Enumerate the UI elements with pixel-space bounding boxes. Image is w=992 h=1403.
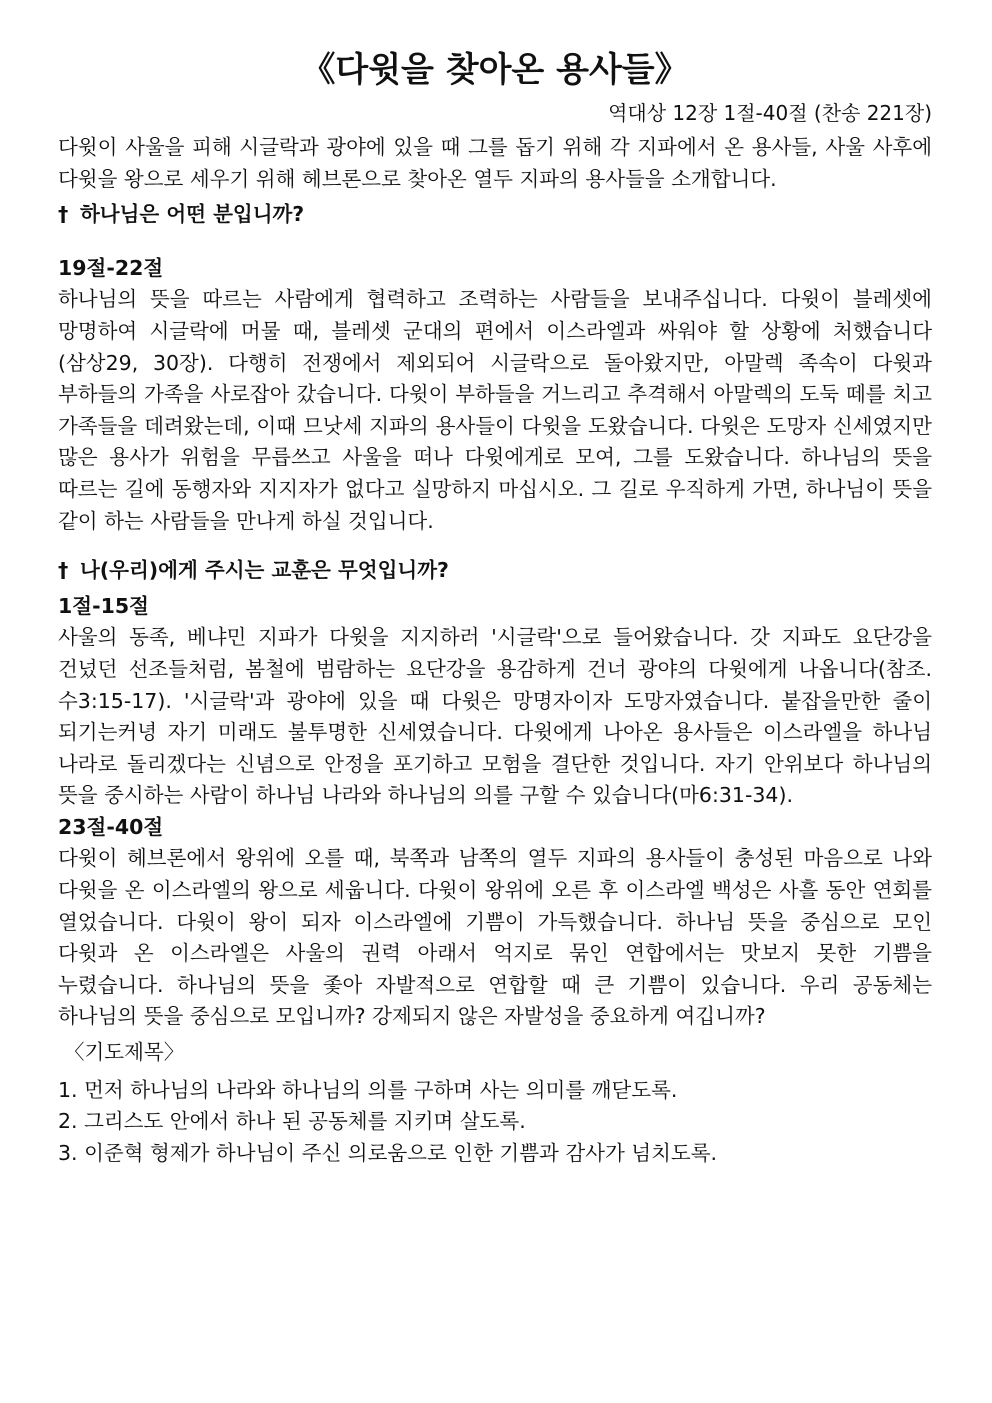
- verse-range-1-15: 1절-15절: [58, 593, 149, 618]
- section-heading-lesson: [58, 555, 932, 587]
- prayer-title: 〈기도제목〉: [64, 1040, 185, 1065]
- cross-icon: †: [58, 202, 69, 227]
- prayer-item: 1. 먼저 하나님의 나라와 하나님의 의를 구하며 사는 의미를 깨닫도록.: [58, 1077, 678, 1102]
- document-page: [58, 46, 932, 1169]
- section-paragraph-19-22: 하나님의 뜻을 따르는 사람에게 협력하고 조력하는 사람들을 보내주십니다. 다윗이 블레셋에 망명하여 시글락에 머물 때, 블레셋 군대의 편에서 이스라엘과 싸워야 할 상황에 처했습니다(삼상29, 30장). 다행히 전쟁에서 제외되어 시글락으로 돌아왔지만, 아말렉 족속이 다윗과 부하들의 가족을 사로잡아 갔습니다. 다윗이 부하들을 거느리고 추격해서 아말렉의 도둑 떼를 치고 가족들을 데려왔는데, 이때 므낫세 지파의 용사들이 다윗을 도왔습니다. 다윗은 도망자 신세였지만 많은 용사가 위험을 무릅쓰고 사울을 떠나 다윗에게로 모여, 그를 도왔습니다. 하나님의 뜻을 따르는 길에 동행자와 지지자가 없다고 실망하지 마십시오. 그 길로 우직하게 가면, 하나님이 뜻을 같이 하는 사람들을 만나게 하실 것입니다.: [58, 287, 932, 533]
- document-title: 《다윗을 찾아온 용사들》: [301, 50, 689, 90]
- verse-range-23-40: 23절-40절: [58, 814, 164, 839]
- prayer-item: 3. 이준혁 형제가 하나님이 주신 의로움으로 인한 기쁨과 감사가 넘치도록.: [58, 1140, 718, 1165]
- section-heading-text: 나(우리)에게 주시는 교훈은 무엇입니까?: [80, 558, 449, 583]
- cross-icon: †: [58, 558, 69, 583]
- section-heading-text: 하나님은 어떤 분입니까?: [80, 202, 305, 227]
- section-paragraph-23-40: 다윗이 헤브론에서 왕위에 오를 때, 북쪽과 남쪽의 열두 지파의 용사들이 충성된 마음으로 나와 다윗을 온 이스라엘의 왕으로 세웁니다. 다윗이 왕위에 오른 후 이스라엘 백성은 사흘 동안 연회를 열었습니다. 다윗이 왕이 되자 이스라엘에 기쁨이 가득했습니다. 하나님 뜻을 중심으로 모인 다윗과 온 이스라엘은 사울의 권력 아래서 억지로 묶인 연합에서는 맛보지 못한 기쁨을 누렸습니다. 하나님의 뜻을 좇아 자발적으로 연합할 때 큰 기쁨이 있습니다. 우리 공동체는 하나님의 뜻을 중심으로 모입니까? 강제되지 않은 자발성을 중요하게 여깁니까?: [58, 846, 932, 1029]
- verse-range-19-22: 19절-22절: [58, 255, 164, 280]
- intro-paragraph: 다윗이 사울을 피해 시글락과 광야에 있을 때 그를 돕기 위해 각 지파에서 온 용사들, 사울 사후에 다윗을 왕으로 세우기 위해 헤브론으로 찾아온 열두 지파의 용사들을 소개합니다.: [58, 135, 932, 191]
- section-heading-god: [58, 199, 932, 231]
- section-paragraph-1-15: 사울의 동족, 베냐민 지파가 다윗을 지지하러 '시글락'으로 들어왔습니다. 갓 지파도 요단강을 건넜던 선조들처럼, 봄철에 범람하는 요단강을 용감하게 건너 광야의 다윗에게 나옵니다(참조. 수3:15-17). '시글락'과 광야에 있을 때 다윗은 망명자이자 도망자였습니다. 붙잡을만한 줄이 되기는커녕 자기 미래도 불투명한 신세였습니다. 다윗에게 나아온 용사들은 이스라엘을 하나님 나라로 돌리겠다는 신념으로 안정을 포기하고 모험을 결단한 것입니다. 자기 안위보다 하나님의 뜻을 중시하는 사람이 하나님 나라와 하나님의 의를 구할 수 있습니다(마6:31-34).: [58, 625, 932, 808]
- scripture-reference: 역대상 12장 1절-40절 (찬송 221장): [608, 101, 932, 125]
- prayer-item: 2. 그리스도 안에서 하나 된 공동체를 지키며 살도록.: [58, 1109, 526, 1134]
- prayer-list: [58, 1075, 932, 1170]
